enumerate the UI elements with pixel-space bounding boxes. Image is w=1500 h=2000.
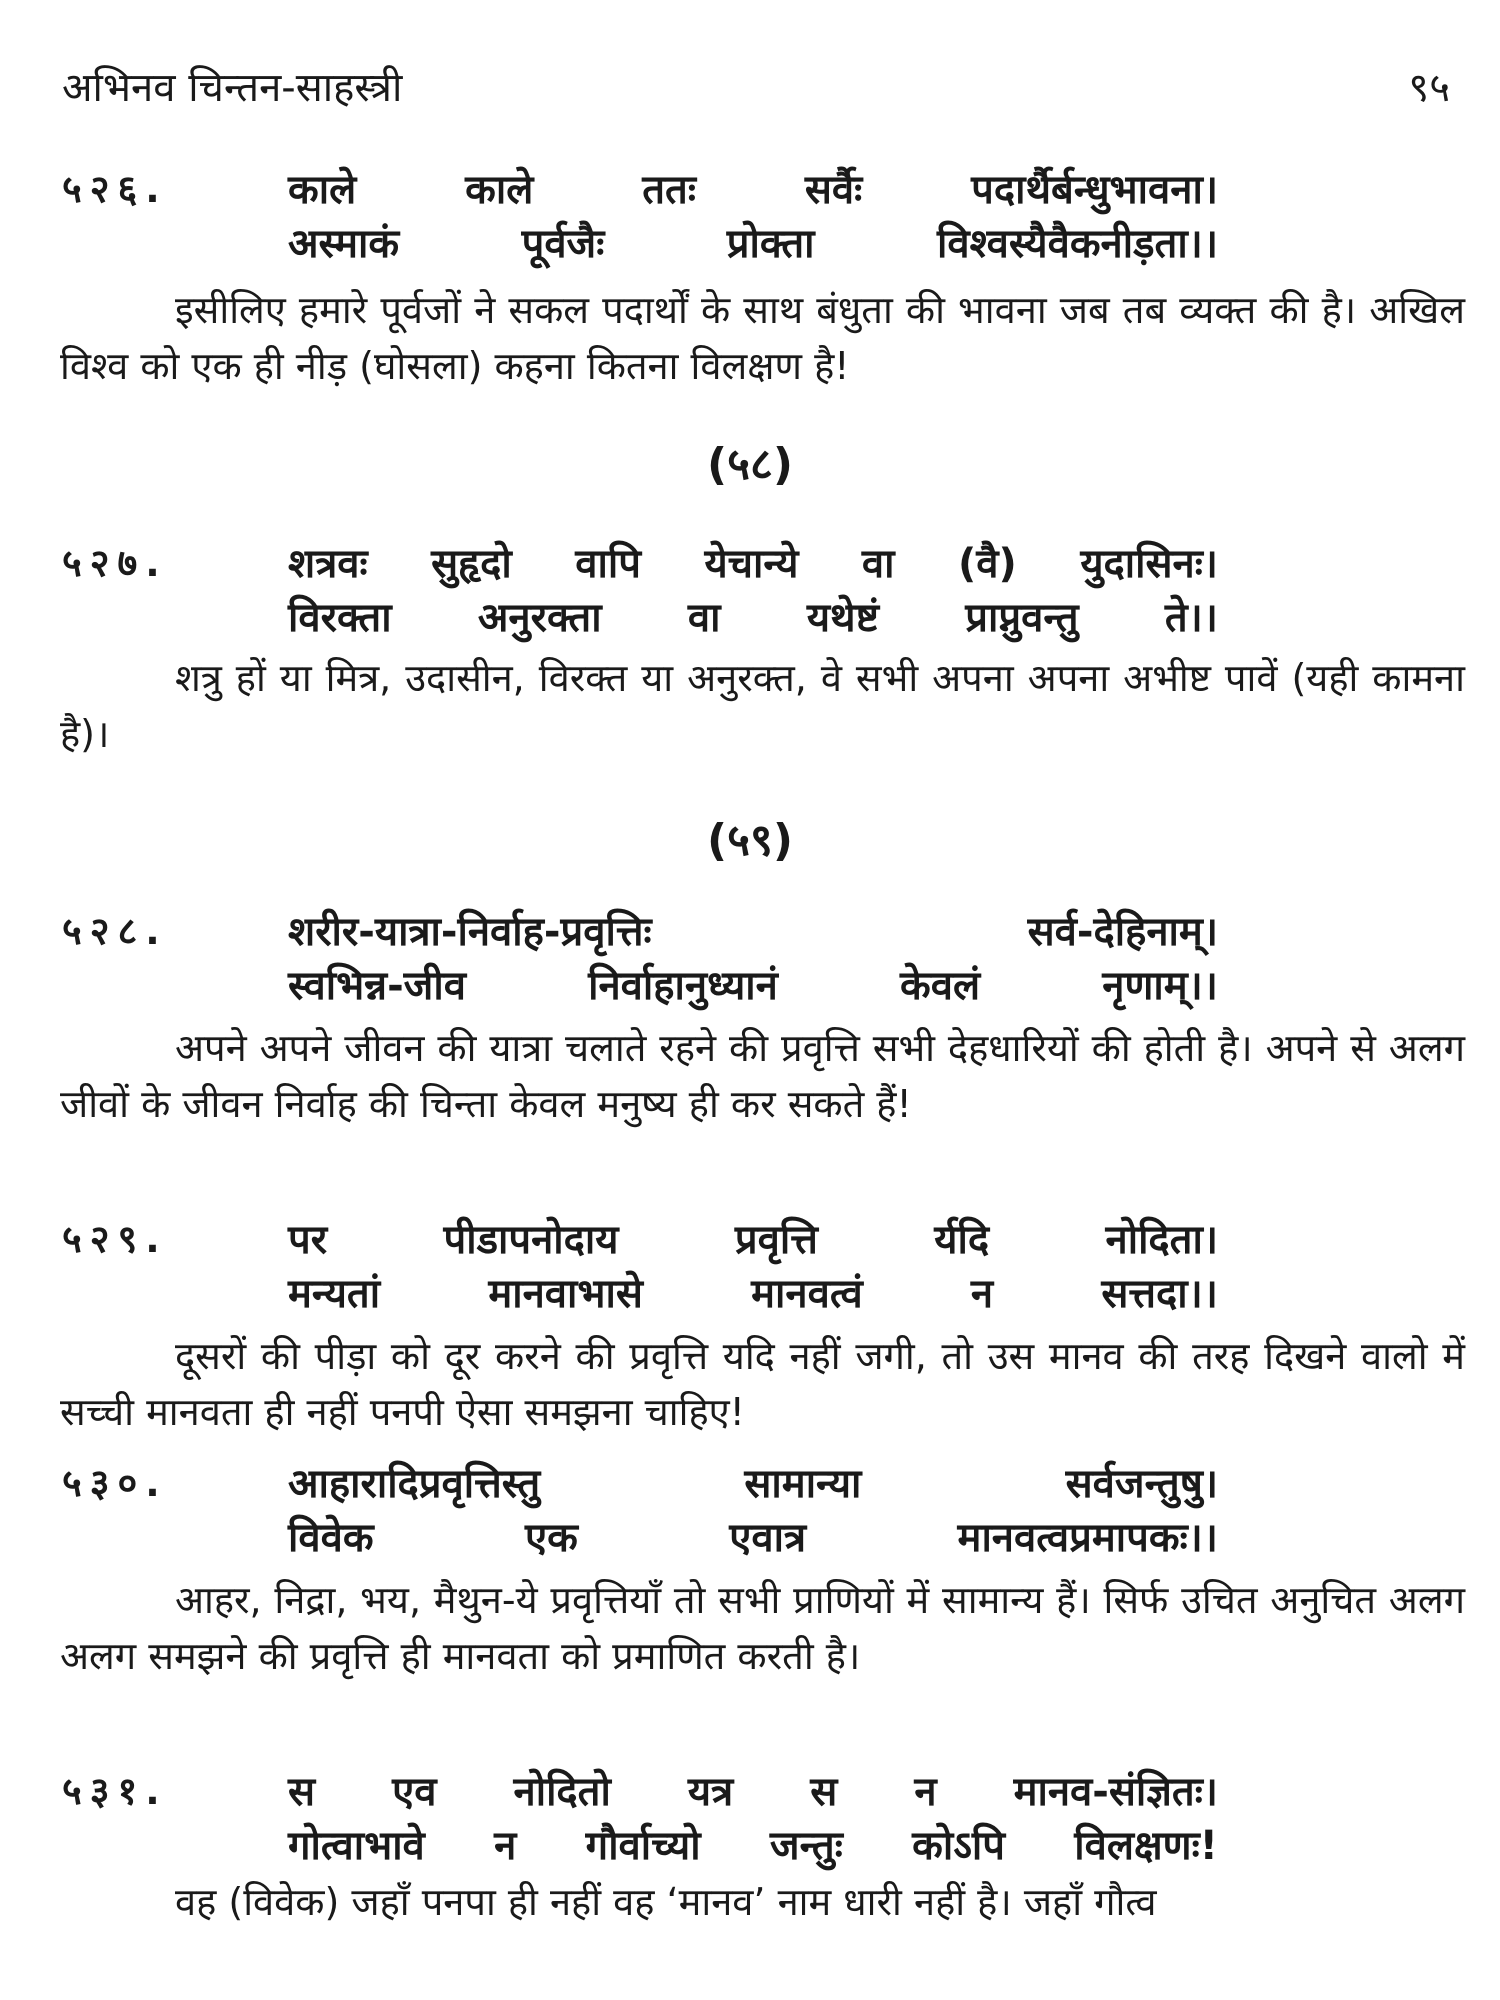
word: यत्र bbox=[687, 1769, 734, 1815]
word: वापि bbox=[575, 541, 641, 587]
word: सुहृदो bbox=[431, 541, 512, 587]
word: विरक्ता bbox=[288, 595, 392, 641]
meaning-paragraph: आहर, निद्रा, भय, मैथुन-ये प्रवृत्तियाँ तो सभी प्राणियों में सामान्य हैं। सिर्फ उचित अनुचित अलग अलग समझने की प्रवृत्ति ही मानवता को प्रमाणित करती है। bbox=[60, 1578, 1465, 1678]
meaning-paragraph: इसीलिए हमारे पूर्वजों ने सकल पदार्थों के साथ बंधुता की भावना जब तब व्यक्त की है। अखिल विश्व को एक ही नीड़ (घोसला) कहना कितना विलक्षण है! bbox=[60, 288, 1465, 388]
word: सत्तदा।। bbox=[1101, 1271, 1218, 1317]
word: विवेक bbox=[288, 1515, 374, 1561]
verse-line bbox=[288, 1508, 1218, 1563]
verse-number: ५३१. bbox=[62, 1769, 168, 1813]
word: न bbox=[494, 1823, 517, 1869]
meaning-paragraph: अपने अपने जीवन की यात्रा चलाते रहने की प्रवृत्ति सभी देहधारियों की होती है। अपने से अलग जीवों के जीवन निर्वाह की चिन्ता केवल मनुष्य ही कर सकते हैं! bbox=[60, 1026, 1465, 1126]
word: काले bbox=[288, 167, 357, 213]
word: पूर्वजैः bbox=[521, 221, 605, 267]
word: (वै) bbox=[958, 541, 1017, 587]
running-title: अभिनव चिन्तन-साहस्त्री bbox=[62, 65, 403, 111]
word: यथेष्टं bbox=[806, 595, 879, 641]
verse-line bbox=[288, 160, 1218, 215]
word: सर्वजन्तुषु। bbox=[1065, 1461, 1218, 1507]
word: ततः bbox=[642, 167, 696, 213]
word: निर्वाहानुध्यानं bbox=[588, 963, 778, 1009]
word: काले bbox=[465, 167, 534, 213]
page-number: ९५ bbox=[1408, 65, 1450, 111]
word: शरीर-यात्रा-निर्वाह-प्रवृत्तिः bbox=[288, 909, 652, 955]
word: स bbox=[288, 1769, 316, 1815]
word: पदार्थैर्बन्धुभावना। bbox=[971, 167, 1218, 213]
word: नृणाम्।। bbox=[1102, 963, 1218, 1009]
word: गौर्वाच्यो bbox=[585, 1823, 701, 1869]
verse-line bbox=[288, 956, 1218, 1011]
word: विलक्षणः! bbox=[1074, 1823, 1218, 1869]
word: अस्माकं bbox=[288, 221, 400, 267]
word: केवलं bbox=[900, 963, 981, 1009]
word: प्राप्नुवन्तु bbox=[965, 595, 1079, 641]
word: सामान्या bbox=[744, 1461, 862, 1507]
verse-line bbox=[288, 1454, 1218, 1509]
meaning-paragraph: वह (विवेक) जहाँ पनपा ही नहीं वह ‘मानव’ नाम धारी नहीं है। जहाँ गौत्व bbox=[175, 1880, 1157, 1924]
word: सर्व-देहिनाम्। bbox=[1027, 909, 1218, 955]
meaning-paragraph: दूसरों की पीड़ा को दूर करने की प्रवृत्ति यदि नहीं जगी, तो उस मानव की तरह दिखने वालो में सच्ची मानवता ही नहीं पनपी ऐसा समझना चाहिए! bbox=[60, 1334, 1465, 1434]
word: नोदितो bbox=[513, 1769, 611, 1815]
word: सर्वैः bbox=[804, 167, 863, 213]
word: न bbox=[970, 1271, 994, 1317]
word: स्वभिन्न-जीव bbox=[288, 963, 466, 1009]
word: ते।। bbox=[1164, 595, 1218, 641]
word: मानवत्वप्रमापकः।। bbox=[957, 1515, 1218, 1561]
word: र्यदि bbox=[934, 1217, 990, 1263]
verse-number: ५२८. bbox=[62, 909, 168, 953]
word: पीडापनोदाय bbox=[443, 1217, 619, 1263]
word: पर bbox=[288, 1217, 328, 1263]
meaning-paragraph: शत्रु हों या मित्र, उदासीन, विरक्त या अनुरक्त, वे सभी अपना अपना अभीष्ट पावें (यही कामना है)। bbox=[60, 656, 1465, 756]
word: वा bbox=[861, 541, 895, 587]
word: मानवाभासे bbox=[488, 1271, 643, 1317]
word: शत्रवः bbox=[288, 541, 368, 587]
verse-line bbox=[288, 1210, 1218, 1265]
word: गोत्वाभावे bbox=[288, 1823, 425, 1869]
word: एक bbox=[525, 1515, 578, 1561]
verse-line bbox=[288, 588, 1218, 643]
word: विश्वस्यैवैकनीड़ता।। bbox=[937, 221, 1218, 267]
word: येचान्ये bbox=[704, 541, 799, 587]
word: कोऽपि bbox=[912, 1823, 1005, 1869]
word: अनुरक्ता bbox=[477, 595, 602, 641]
word: प्रवृत्ति bbox=[734, 1217, 818, 1263]
verse-line bbox=[288, 902, 1218, 957]
verse-line bbox=[288, 214, 1218, 269]
section-heading: (५९) bbox=[707, 815, 793, 866]
verse-line bbox=[288, 1264, 1218, 1319]
word: प्रोक्ता bbox=[726, 221, 815, 267]
word: एव bbox=[392, 1769, 437, 1815]
word: मानवत्वं bbox=[751, 1271, 863, 1317]
verse-line bbox=[288, 1816, 1218, 1871]
word: मन्यतां bbox=[288, 1271, 381, 1317]
word: न bbox=[914, 1769, 937, 1815]
word: युदासिनः। bbox=[1080, 541, 1218, 587]
verse-line bbox=[288, 1762, 1218, 1817]
verse-number: ५२९. bbox=[62, 1217, 168, 1261]
word: आहारादिप्रवृत्तिस्तु bbox=[288, 1461, 541, 1507]
word: जन्तुः bbox=[769, 1823, 843, 1869]
word: नोदिता। bbox=[1105, 1217, 1218, 1263]
word: स bbox=[810, 1769, 838, 1815]
verse-number: ५२६. bbox=[62, 167, 168, 211]
section-heading: (५८) bbox=[707, 439, 793, 490]
verse-line bbox=[288, 534, 1218, 589]
verse-number: ५३०. bbox=[62, 1461, 168, 1505]
word: मानव-संज्ञितः। bbox=[1013, 1769, 1218, 1815]
verse-number: ५२७. bbox=[62, 541, 168, 585]
word: एवात्र bbox=[729, 1515, 807, 1561]
word: वा bbox=[687, 595, 721, 641]
